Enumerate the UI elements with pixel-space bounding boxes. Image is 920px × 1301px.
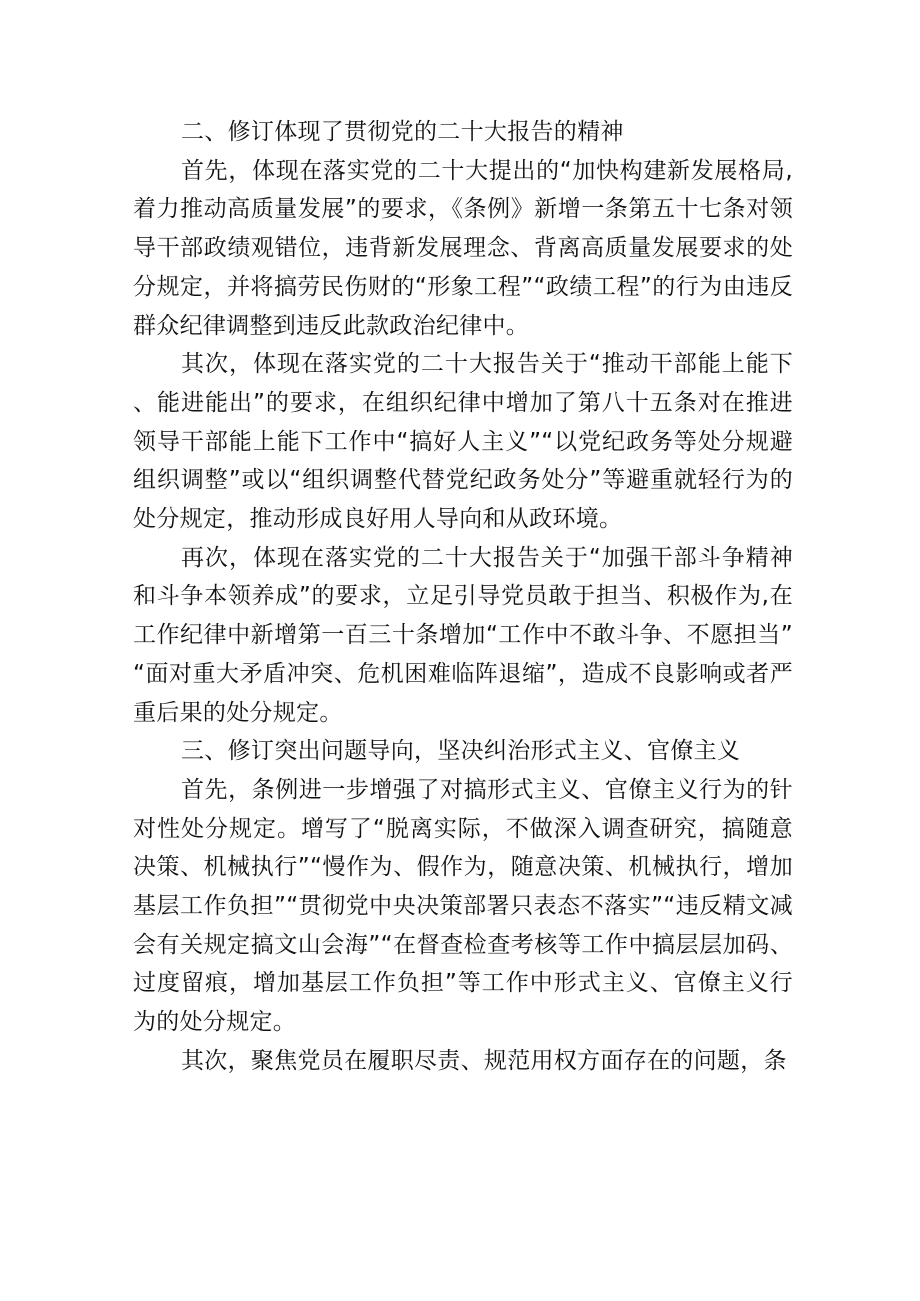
paragraph: 再次，体现在落实党的二十大报告关于“加强干部斗争精神和斗争本领养成”的要求，立足引导党员敢于担当、积极作为,在工作纪律中新增第一百三十条增加“工作中不敢斗争、不愿担当”“面对重大矛盾冲突、危机困难临阵退缩”，造成不良影响或者严重后果的处分规定。 [133, 544, 793, 726]
document-body [133, 113, 793, 1081]
section-heading: 二、修订体现了贯彻党的二十大报告的精神 [181, 119, 624, 145]
paragraph: 首先，条例进一步增强了对搞形式主义、官僚主义行为的针对性处分规定。增写了“脱离实际，不做深入调查研究，搞随意决策、机械执行”“慢作为、假作为，随意决策、机械执行，增加基层工作负担”“贯彻党中央决策部署只表态不落实”“违反精文减会有关规定搞文山会海”“在督查检查考核等工作中搞层层加码、过度留痕，增加基层工作负担”等工作中形式主义、官僚主义行为的处分规定。 [133, 776, 793, 1036]
section-heading: 三、修订突出问题导向，坚决纠治形式主义、官僚主义 [181, 738, 741, 765]
paragraph: 其次，体现在落实党的二十大报告关于“推动干部能上能下、能进能出”的要求，在组织纪律中增加了第八十五条对在推进领导干部能上能下工作中“搞好人主义”“以党纪政务等处分规避组织调整”或以“组织调整代替党纪政务处分”等避重就轻行为的处分规定，推动形成良好用人导向和从政环境。 [133, 351, 793, 533]
paragraph: 其次，聚焦党员在履职尽责、规范用权方面存在的问题，条 [181, 1047, 787, 1074]
paragraph: 首先，体现在落实党的二十大提出的“加快构建新发展格局,着力推动高质量发展”的要求，《条例》新增一条第五十七条对领导干部政绩观错位，违背新发展理念、背离高质量发展要求的处分规定，并将搞劳民伤财的“形象工程”“政绩工程”的行为由违反群众纪律调整到违反此款政治纪律中。 [133, 157, 793, 339]
